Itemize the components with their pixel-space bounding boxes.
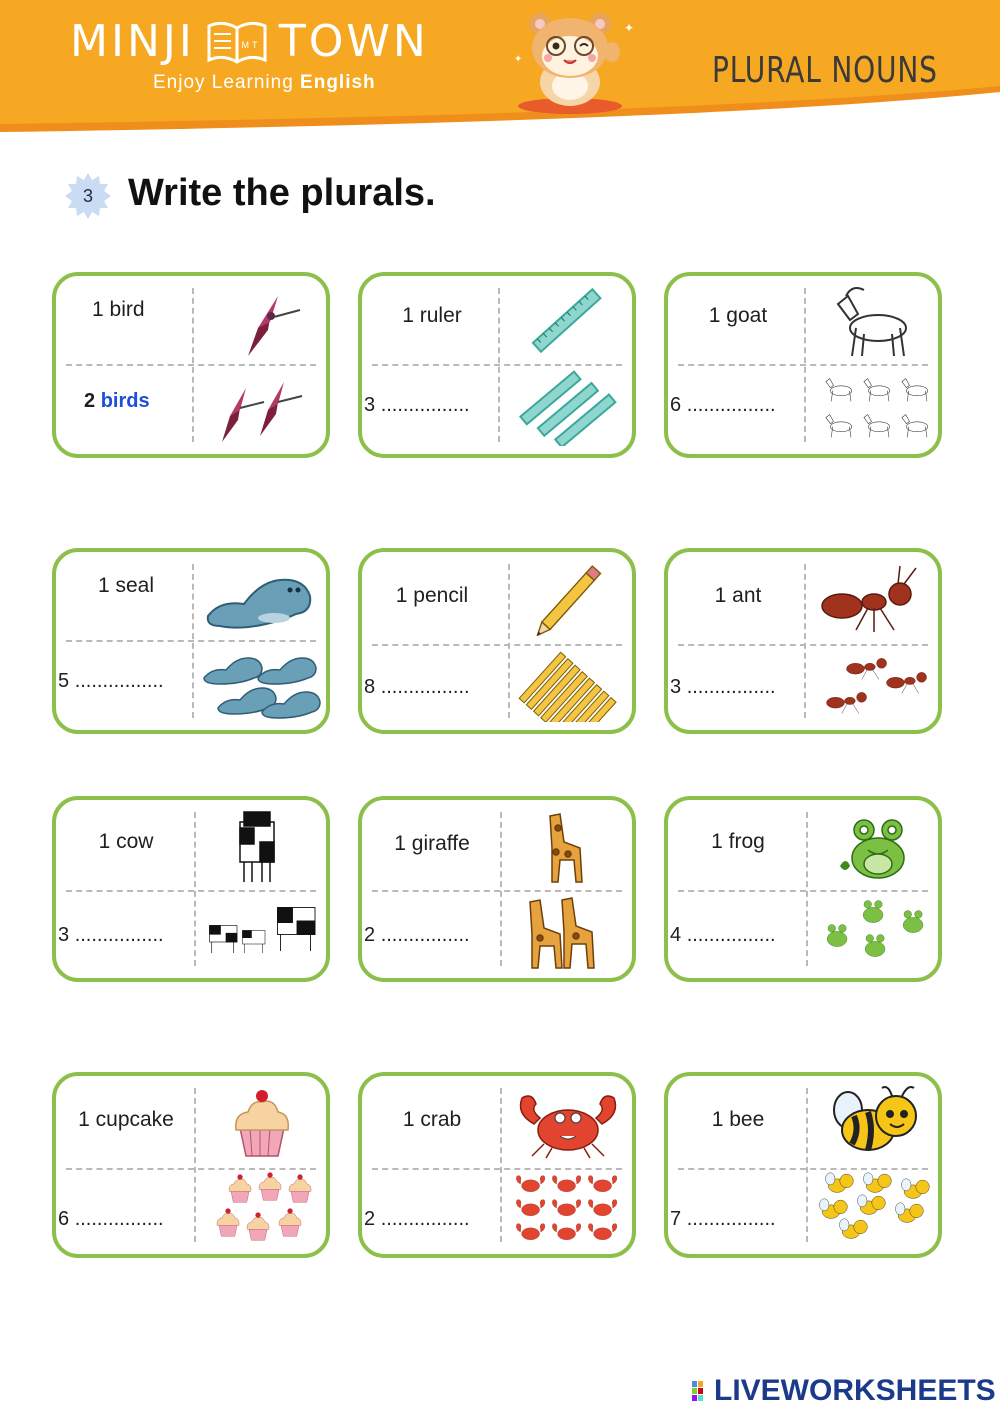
goat-icon [812,284,936,360]
singular-label: 1 goat [708,304,768,327]
answer-blank[interactable]: ................ [380,924,470,946]
card-ruler [358,272,636,458]
exercise-title: Write the plurals. [128,172,436,214]
pencils-icon [512,646,632,722]
seal-icon [200,560,324,636]
answer-line [364,1208,504,1231]
answer-count: 3 [58,924,70,946]
book-letters: MT [241,40,261,50]
liveworksheets-logo-text: LIVEWORKSHEETS [714,1374,996,1407]
singular-label: 1 ruler [402,304,462,327]
card-seal [52,548,330,734]
singular-label: 1 bee [711,1108,765,1131]
brand-tagline [153,72,429,94]
card-pencil [358,548,636,734]
answer-count: 3 [670,676,682,698]
answer-count: 7 [670,1208,682,1230]
singular-label: 1 giraffe [394,832,470,855]
singular-label: 1 cupcake [78,1108,174,1131]
answer-blank[interactable]: ................ [686,394,776,416]
brand-name-left: MINJI [70,16,195,67]
cow-icon [200,808,324,884]
singular-label: 1 pencil [395,584,469,607]
answer-line [58,1208,198,1231]
card-bee [664,1072,942,1258]
page-header [0,0,1000,135]
singular-label: 1 crab [402,1108,462,1131]
answer-count: 2 [364,924,376,946]
answer-blank[interactable]: ................ [74,1208,164,1230]
answer-line [670,924,810,947]
answer-line [670,1208,810,1231]
footer-logo[interactable] [692,1374,996,1408]
bees-icon [812,1170,936,1246]
card-crab [358,1072,636,1258]
answer-count: 8 [364,676,376,698]
card-bird [52,272,330,458]
giraffe-icon [506,808,630,884]
answer-blank[interactable]: ................ [380,394,470,416]
ruler-icon [506,284,630,360]
answer-count: 2 [364,1208,376,1230]
brand-name-right: TOWN [278,16,429,67]
svg-text:✦: ✦ [624,21,635,35]
topic-title: PLURAL NOUNS [712,50,938,91]
answer-blank[interactable]: ................ [686,1208,776,1230]
brand-logo [70,14,429,94]
bee-icon [812,1084,936,1160]
answer-line [58,670,198,693]
cows-icon [200,894,324,970]
cupcake-icon [200,1084,324,1160]
card-frog [664,796,942,982]
singular-label: 1 cow [98,830,154,853]
hummingbird-icon [200,284,324,360]
answer-count: 6 [58,1208,70,1230]
hummingbird-pair-icon [200,370,324,446]
exercise-number: 3 [82,186,93,206]
seals-icon [200,646,324,722]
singular-label: 1 ant [714,584,762,607]
rulers-icon [506,370,630,446]
goat-herd-icon [812,370,936,446]
frogs-icon [812,894,936,970]
card-ant [664,548,942,734]
answer-blank[interactable]: ................ [686,924,776,946]
crabs-icon [506,1170,630,1246]
answer-line [364,394,504,417]
answer-count: 5 [58,670,70,692]
exercise-number-badge [64,172,112,220]
singular-label: 1 frog [711,830,765,853]
frog-icon [812,808,936,884]
answer-line [364,676,504,699]
card-goat [664,272,942,458]
answer-count: 4 [670,924,682,946]
card-giraffe [358,796,636,982]
card-divider [66,364,316,366]
pencil-icon [516,560,630,636]
answer-blank[interactable]: ................ [380,1208,470,1230]
singular-label: 1 seal [97,574,155,597]
open-book-icon [205,18,269,66]
card-cow [52,796,330,982]
answer-line [58,924,198,947]
singular-label: 1 bird [92,298,145,321]
answer-count: 6 [670,394,682,416]
answer-count: 3 [364,394,376,416]
answer-blank[interactable]: ................ [74,670,164,692]
tagline-prefix: Enjoy Learning [153,72,294,93]
hamster-mascot-icon [500,2,640,114]
answer-blank[interactable]: ................ [380,676,470,698]
answer-line [364,924,504,947]
answer-blank[interactable]: ................ [686,676,776,698]
example-answer: birds [100,390,150,412]
answer-line [670,676,810,699]
ant-icon [812,560,936,636]
giraffes-icon [506,894,630,970]
liveworksheets-logo-icon [692,1379,710,1403]
answer-blank[interactable]: ................ [74,924,164,946]
answer-count: 2 [84,390,96,412]
ants-icon [812,646,936,722]
cupcakes-icon [200,1170,324,1246]
answer-line [670,394,810,417]
svg-text:✦: ✦ [514,54,523,65]
card-cupcake [52,1072,330,1258]
tagline-bold: English [300,72,376,93]
crab-icon [506,1084,630,1160]
